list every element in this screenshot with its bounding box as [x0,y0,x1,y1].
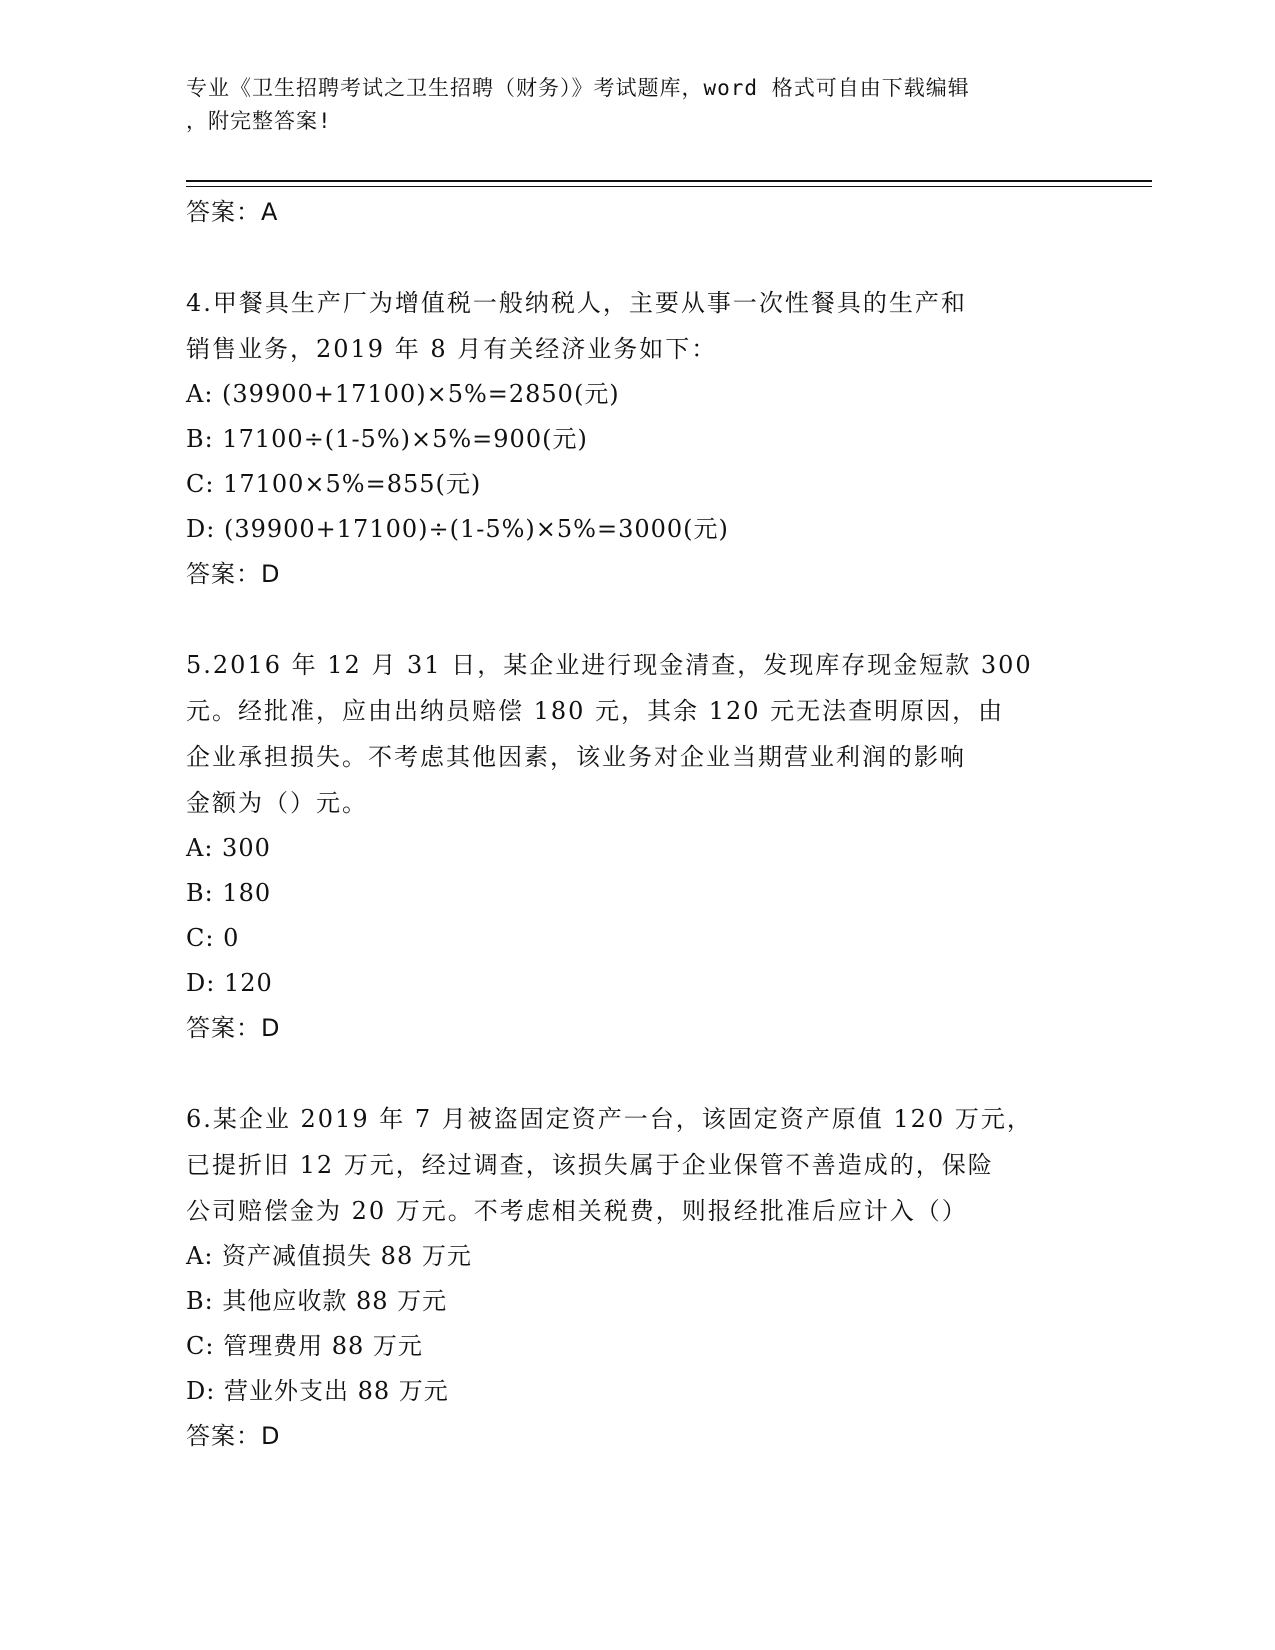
header-line-2: ，附完整答案! [186,109,332,133]
header-line-1: 专业《卫生招聘考试之卫生招聘（财务）》考试题库，word 格式可自由下载编辑 [186,76,970,100]
question-text [186,280,1086,372]
question-line: 6.某企业 2019 年 7 月被盗固定资产一台，该固定资产原值 120 万元， [186,1105,1033,1133]
option-a: A: 300 [186,834,271,862]
question-line: 已提折旧 12 万元，经过调查，该损失属于企业保管不善造成的，保险 [186,1151,994,1179]
answer-line: 答案：D [186,1014,281,1042]
question-line: 4.甲餐具生产厂为增值税一般纳税人，主要从事一次性餐具的生产和 [186,289,967,317]
option-a: A: 资产减值损失 88 万元 [186,1242,472,1270]
question-block-6 [186,1096,1086,1458]
header-rule-thick [186,180,1152,182]
question-block-5 [186,642,1086,1050]
option-d: D: 120 [186,969,273,997]
option-b: B: 180 [186,879,272,907]
option-c: C: 17100×5%=855(元) [186,470,482,498]
question-line: 企业承担损失。不考虑其他因素，该业务对企业当期营业利润的影响 [186,743,966,771]
document-body [186,190,1086,1458]
question-line: 5.2016 年 12 月 31 日，某企业进行现金清查，发现库存现金短款 300 [186,651,1033,679]
answer-line: 答案：D [186,1422,281,1450]
answer-line: 答案：D [186,560,281,588]
question-line: 金额为（）元。 [186,789,368,817]
option-d: D: 营业外支出 88 万元 [186,1377,449,1405]
question-line: 销售业务，2019 年 8 月有关经济业务如下： [186,335,718,363]
option-a: A: (39900+17100)×5%=2850(元) [186,380,620,408]
header-rule-thin [186,186,1152,187]
option-c: C: 管理费用 88 万元 [186,1332,423,1360]
option-d: D: (39900+17100)÷(1-5%)×5%=3000(元) [186,515,729,543]
question-text [186,642,1086,826]
question-line: 公司赔偿金为 20 万元。不考虑相关税费，则报经批准后应计入（） [186,1197,968,1225]
answer-line: 答案：A [186,198,279,226]
question-line: 元。经批准，应由出纳员赔偿 180 元，其余 120 元无法查明原因，由 [186,697,1005,725]
question-block-4 [186,280,1086,596]
question-text [186,1096,1086,1234]
option-c: C: 0 [186,924,240,952]
document-header [186,72,1066,138]
option-b: B: 其他应收款 88 万元 [186,1287,448,1315]
option-b: B: 17100÷(1-5%)×5%=900(元) [186,425,588,453]
